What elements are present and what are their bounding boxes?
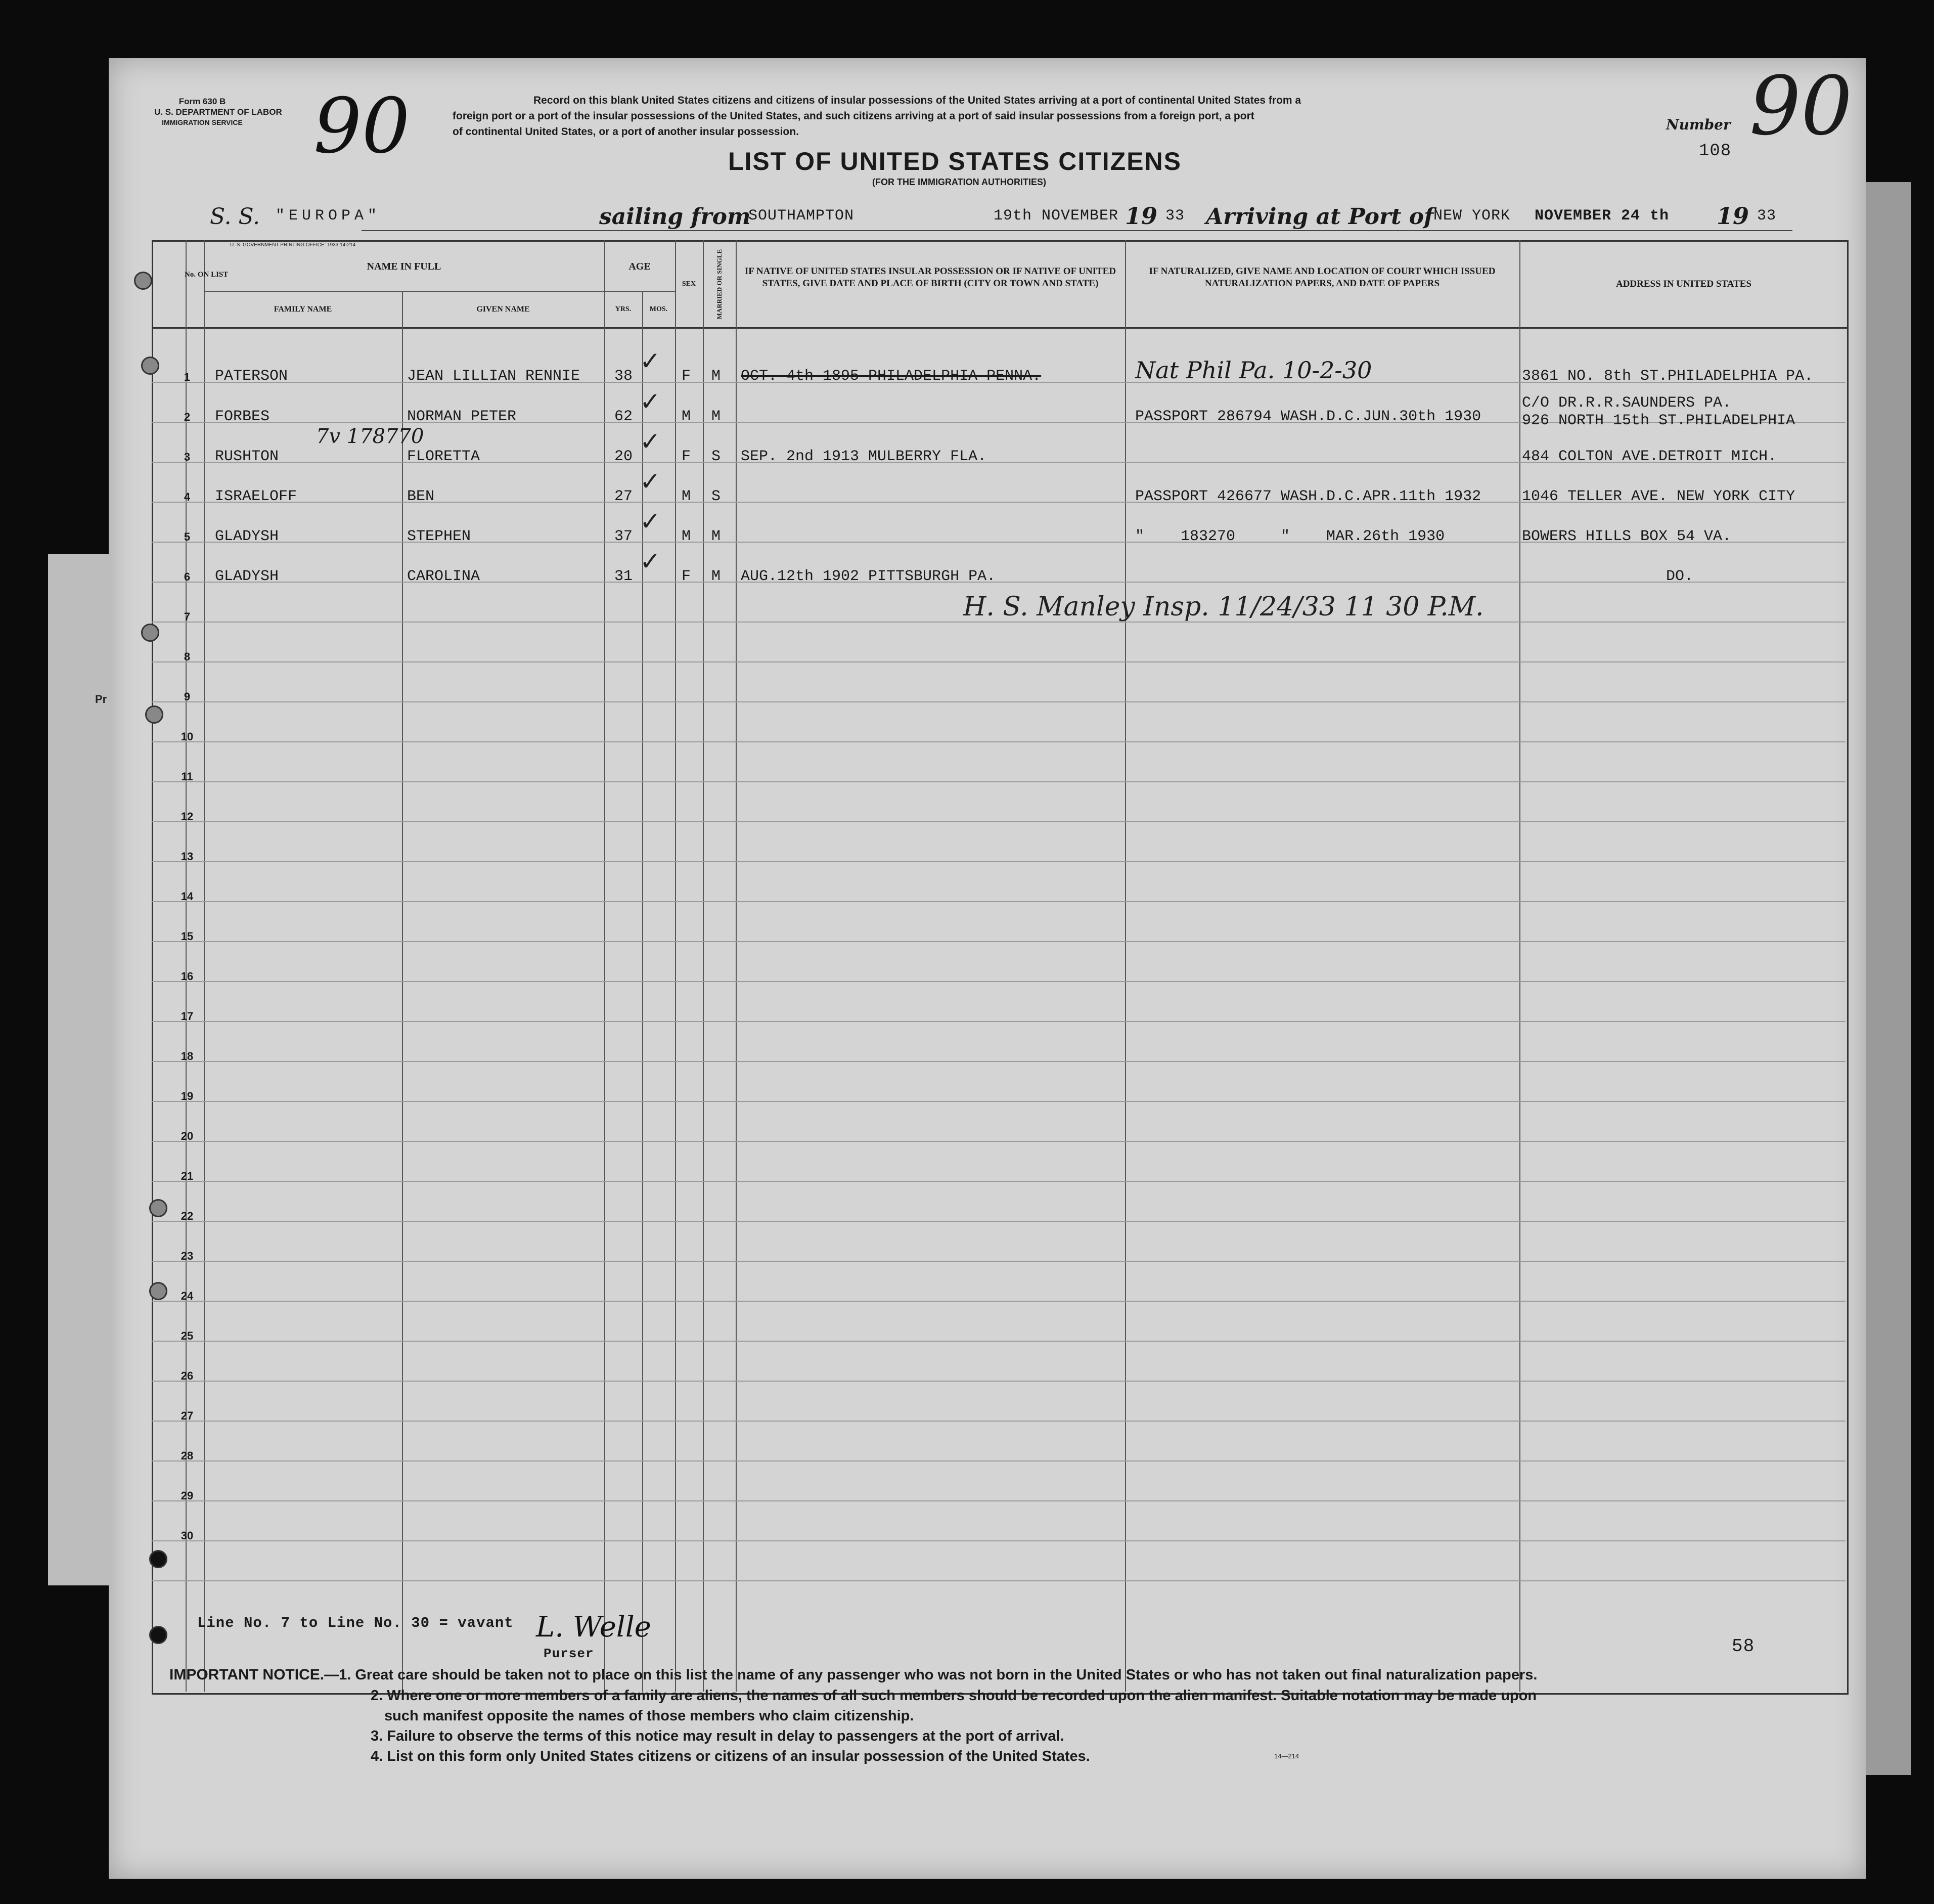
handwritten-number-right: 90 (1749, 59, 1853, 153)
sex-cell: F (682, 448, 691, 465)
address-cell-line2: 926 NORTH 15th ST.PHILADELPHIA (1522, 412, 1795, 429)
row-number: 14 (181, 890, 194, 903)
row-number: 15 (181, 930, 194, 943)
given-name-cell: JEAN LILLIAN RENNIE (407, 368, 580, 385)
arriving-label: Arriving at Port of (1206, 204, 1434, 230)
given-name-cell: CAROLINA (407, 568, 480, 585)
row-number: 21 (181, 1170, 194, 1182)
underlying-page-edge-right (1866, 182, 1911, 1775)
age-cell: 37 (614, 528, 633, 545)
notice-item-2-cont: such manifest opposite the names of those members who claim citizenship. (384, 1708, 914, 1724)
handwritten-number-left: 90 (313, 82, 410, 170)
row-number: 3 (184, 451, 191, 463)
given-name-cell: STEPHEN (407, 528, 471, 545)
header-married-single: MARRIED OR SINGLE (715, 249, 723, 320)
checkmark-icon: ✓ (640, 346, 661, 376)
address-cell: C/O DR.R.R.SAUNDERS PA. (1522, 394, 1732, 412)
printer-note: U. S. GOVERNMENT PRINTING OFFICE: 1933 14-214 (230, 242, 356, 248)
row-rule (152, 821, 1846, 822)
address-cell: 3861 NO. 8th ST.PHILADELPHIA PA. (1522, 368, 1814, 385)
header-age: AGE (628, 261, 651, 272)
age-cell: 38 (614, 368, 633, 385)
row-rule (152, 1301, 1846, 1302)
row-number: 2 (184, 411, 191, 423)
family-name-cell: ISRAELOFF (215, 488, 297, 505)
notice-label: IMPORTANT NOTICE. (169, 1666, 325, 1683)
row-number: 12 (181, 810, 194, 823)
purser-signature: L. Welle (536, 1611, 651, 1644)
col-divider (402, 291, 403, 1692)
header-yrs: YRS. (615, 305, 632, 313)
row-number: 6 (184, 570, 191, 583)
date-from: 19th NOVEMBER (994, 207, 1119, 225)
sex-cell: M (682, 488, 691, 505)
age-cell: 27 (614, 488, 633, 505)
header-family-name: FAMILY NAME (274, 305, 332, 314)
naturalization-cell: PASSPORT 426677 WASH.D.C.APR.11th 1932 (1135, 488, 1481, 505)
row-number: 1 (184, 371, 191, 383)
row-number: 28 (181, 1449, 194, 1462)
col-divider (204, 240, 205, 1692)
row-number: 16 (181, 970, 194, 983)
address-cell: 1046 TELLER AVE. NEW YORK CITY (1522, 488, 1795, 505)
row-rule (152, 941, 1846, 942)
row-rule (152, 981, 1846, 982)
year-prefix-2: 19 (1717, 202, 1749, 230)
family-name-cell: FORBES (215, 408, 270, 425)
given-name-cell: NORMAN PETER (407, 408, 517, 425)
name-age-subdivider (204, 291, 675, 292)
row-number: 17 (181, 1010, 194, 1023)
row-number: 20 (181, 1130, 194, 1142)
sex-cell: M (682, 528, 691, 545)
row-number: 29 (181, 1489, 194, 1502)
row-rule (152, 1460, 1846, 1462)
sex-cell: F (682, 568, 691, 585)
intro-text: Record on this blank United States citizens and citizens of insular possessions of the United States arriving at a port of continental United States from a foreign port or a port of the insular possessions of the United States, and such citizens arriving at a port of said insular possessions from a foreign port, a port of continental United States, or a port of another insular possession. (453, 95, 1301, 138)
row-rule (152, 781, 1846, 782)
row-rule (152, 1421, 1846, 1422)
marital-cell: M (711, 408, 721, 425)
underlying-page-edge (48, 554, 111, 1585)
notice-item-2: 2. Where one or more members of a family are aliens, the names of all such members should be recorded upon the alien manifest. Suitable notation may be made upon (371, 1688, 1537, 1704)
col-divider (675, 240, 676, 1692)
notice-block (169, 1666, 1537, 1684)
birth-cell: OCT. 4th 1895 PHILADELPHIA PENNA. (741, 368, 1042, 385)
punch-hole (134, 272, 152, 290)
notice-item-4: 4. List on this form only United States citizens or citizens of an insular possession of the United States. (371, 1748, 1090, 1764)
checkmark-icon: ✓ (640, 427, 661, 456)
sailing-label: sailing from (599, 204, 751, 230)
row-rule (152, 1101, 1846, 1102)
age-cell: 20 (614, 448, 633, 465)
row-rule (152, 741, 1846, 742)
punch-hole (149, 1282, 167, 1300)
header-mos: MOS. (649, 305, 668, 313)
form-code: 14—214 (1274, 1752, 1299, 1760)
ss-label: S. S. (210, 204, 260, 230)
checkmark-icon: ✓ (640, 547, 661, 576)
naturalization-cell: PASSPORT 286794 WASH.D.C.JUN.30th 1930 (1135, 408, 1481, 425)
punch-hole (145, 705, 163, 724)
row-rule (152, 701, 1846, 702)
date-to: NOVEMBER 24 th (1535, 207, 1670, 225)
header-no-on-list: No. ON LIST (185, 271, 229, 279)
manifest-sheet (109, 58, 1866, 1879)
marital-cell: M (711, 568, 721, 585)
notice-item-3: 3. Failure to observe the terms of this notice may result in delay to passengers at the port of arrival. (371, 1728, 1064, 1744)
header-divider (152, 327, 1847, 329)
row-number: 19 (181, 1090, 194, 1102)
page-title: LIST OF UNITED STATES CITIZENS (728, 147, 1182, 175)
row-number: 30 (181, 1529, 194, 1542)
punch-hole (149, 1550, 167, 1568)
notice-item-1: —1. Great care should be taken not to place on this list the name of any passenger who was not born in the United States or who has not taken out final naturalization papers. (324, 1667, 1538, 1683)
row-rule (152, 1381, 1846, 1382)
address-cell: DO. (1666, 568, 1694, 585)
row-rule (152, 1540, 1846, 1541)
voyage-underline (362, 230, 1792, 231)
port-from: SOUTHAMPTON (748, 207, 854, 225)
row-rule (152, 1141, 1846, 1142)
row-number: 25 (181, 1330, 194, 1342)
row-rule (152, 661, 1846, 662)
punch-hole (149, 1626, 167, 1644)
punch-hole (149, 1199, 167, 1217)
port-to: NEW YORK (1433, 207, 1511, 225)
row-number: 8 (184, 650, 191, 663)
col-divider (736, 240, 737, 1692)
punch-hole (141, 624, 159, 642)
service-label: IMMIGRATION SERVICE (162, 118, 243, 126)
marital-cell: S (711, 448, 721, 465)
row-number: 18 (181, 1050, 194, 1062)
row-number: 5 (184, 530, 191, 543)
family-name-cell: RUSHTON (215, 448, 279, 465)
given-name-cell: BEN (407, 488, 435, 505)
row-rule (152, 1580, 1846, 1581)
family-name-cell: GLADYSH (215, 568, 279, 585)
marital-cell: M (711, 368, 721, 385)
col-divider (1519, 240, 1520, 1692)
row-number: 23 (181, 1250, 194, 1262)
age-cell: 62 (614, 408, 633, 425)
row-rule (152, 1181, 1846, 1182)
year-suffix-1: 33 (1165, 207, 1185, 225)
row-number: 26 (181, 1369, 194, 1382)
given-name-cell: FLORETTA (407, 448, 480, 465)
row-number: 7 (184, 610, 191, 623)
vacant-note: Line No. 7 to Line No. 30 = vavant (197, 1615, 514, 1631)
birth-cell: SEP. 2nd 1913 MULBERRY FLA. (741, 448, 987, 465)
row-number: 13 (181, 850, 194, 863)
checkmark-icon: ✓ (640, 507, 661, 536)
header-name-in-full: NAME IN FULL (367, 261, 441, 272)
age-cell: 31 (614, 568, 633, 585)
inspector-signature: H. S. Manley Insp. 11/24/33 11 30 P.M. (963, 592, 1484, 622)
naturalization-cell: Nat Phil Pa. 10-2-30 (1135, 357, 1372, 384)
sex-cell: F (682, 368, 691, 385)
address-cell: 484 COLTON AVE.DETROIT MICH. (1522, 448, 1777, 465)
col-divider (642, 291, 643, 1692)
page-stamp-number: 108 (1699, 142, 1732, 161)
margin-fragment: Pr (95, 693, 107, 705)
department-label: U. S. DEPARTMENT OF LABOR (154, 107, 282, 117)
checkmark-icon: ✓ (640, 467, 661, 496)
col-divider (604, 240, 605, 1692)
form-id-block (154, 96, 282, 128)
family-name-cell: GLADYSH (215, 528, 279, 545)
page-subtitle: (FOR THE IMMIGRATION AUTHORITIES) (872, 177, 1046, 187)
row-number: 4 (184, 491, 191, 503)
marital-cell: S (711, 488, 721, 505)
ship-name: "EUROPA" (276, 207, 381, 225)
handwritten-annotation: 7v 178770 (316, 425, 424, 448)
header-address: ADDRESS IN UNITED STATES (1615, 279, 1751, 289)
purser-label: Purser (544, 1646, 594, 1661)
row-rule (152, 1261, 1846, 1262)
row-rule (152, 901, 1846, 902)
row-rule (152, 1221, 1846, 1222)
birth-cell: AUG.12th 1902 PITTSBURGH PA. (741, 568, 996, 585)
row-rule (152, 582, 1846, 583)
row-rule (152, 1341, 1846, 1342)
header-naturalized: IF NATURALIZED, GIVE NAME AND LOCATION OF COURT WHICH ISSUED NATURALIZATION PAPERS, AND DATE OF PAPERS (1149, 266, 1496, 289)
row-number: 11 (181, 770, 193, 783)
row-number: 9 (184, 690, 191, 703)
family-name-cell: PATERSON (215, 368, 288, 385)
punch-hole (141, 357, 159, 375)
row-number: 27 (181, 1409, 194, 1422)
row-rule (152, 1500, 1846, 1501)
year-prefix-1: 19 (1125, 202, 1158, 230)
sex-cell: M (682, 408, 691, 425)
address-cell: BOWERS HILLS BOX 54 VA. (1522, 528, 1732, 545)
checkmark-icon: ✓ (640, 387, 661, 416)
form-number: Form 630 B (178, 97, 226, 106)
naturalization-cell: " 183270 " MAR.26th 1930 (1135, 528, 1445, 545)
row-number: 24 (181, 1290, 194, 1302)
row-number: 10 (181, 730, 194, 743)
marital-cell: M (711, 528, 721, 545)
header-native-birth: IF NATIVE OF UNITED STATES INSULAR POSSESSION OR IF NATIVE OF UNITED STATES, GIVE DATE AND PLACE OF BIRTH (CITY OR TOWN AND STATE) (744, 266, 1116, 289)
row-number: 22 (181, 1210, 194, 1222)
year-suffix-2: 33 (1757, 207, 1777, 225)
row-rule (152, 1021, 1846, 1022)
corner-number: 58 (1732, 1636, 1755, 1657)
header-given-name: GIVEN NAME (476, 305, 530, 314)
col-divider (703, 240, 704, 1692)
header-sex: SEX (682, 280, 696, 288)
row-rule (152, 861, 1846, 862)
col-divider (1125, 240, 1126, 1692)
row-rule (152, 1061, 1846, 1062)
number-label: Number (1666, 116, 1731, 133)
